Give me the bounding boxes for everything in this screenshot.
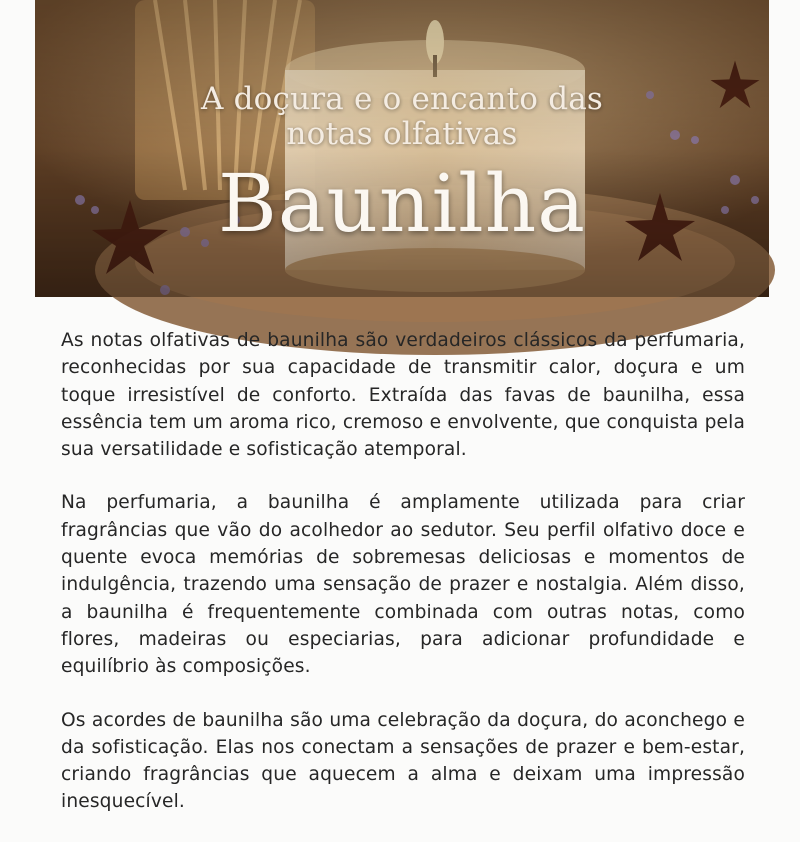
- paragraph-3: Os acordes de baunilha são uma celebração da doçura, do aconchego e da sofisticação. Elas nos conectam a sensações de prazer e bem-estar, criando fragrâncias que aquecem a alma e deixam uma impressão inesquecível.: [61, 709, 745, 813]
- hero-banner: [35, 0, 769, 297]
- paragraph-1: As notas olfativas de baunilha são verdadeiros clássicos da perfumaria, reconhecidas por sua capacidade de transmitir calor, doçura e um toque irresistível de conforto. Extraída das favas de baunilha, essa essência tem um aroma rico, cremoso e envolvente, que conquista pela sua versatilidade e sofisticação atemporal.: [61, 330, 745, 461]
- article-body: [61, 327, 745, 842]
- hero-subtitle: [35, 82, 769, 152]
- paragraph-2: Na perfumaria, a baunilha é amplamente utilizada para criar fragrâncias que vão do acolhedor ao sedutor. Seu perfil olfativo doce e quente evoca memórias de sobremesas deliciosas e momentos de indulgência, trazendo uma sensação de prazer e nostalgia. Além disso, a baunilha é frequentemente combinada com outras notas, como flores, madeiras ou especiarias, para adicionar profundidade e equilíbrio às composições.: [61, 492, 745, 678]
- hero-title: Baunilha: [218, 157, 586, 250]
- hero-subtitle-line1: A doçura e o encanto das: [200, 81, 604, 117]
- hero-subtitle-line2: notas olfativas: [286, 116, 518, 152]
